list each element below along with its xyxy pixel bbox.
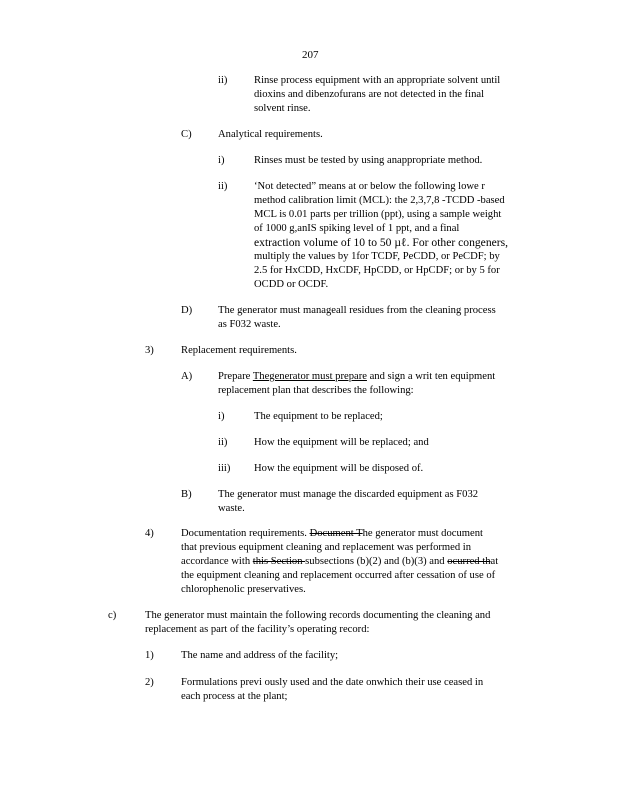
item-3A-ii-text: How the equipment will be replaced; and — [254, 437, 429, 448]
item-C-ii-line: multiply the values by 1for TCDF, PeCDD, or PeCDF; by — [254, 251, 500, 262]
item-4-l1-strike: Document T — [309, 528, 363, 539]
item-D-label: D) — [181, 305, 193, 316]
item-c-line: The generator must maintain the following records documenting the cleaning and — [145, 610, 491, 621]
item-3A-i-label: i) — [218, 411, 225, 422]
item-4-text — [181, 527, 537, 597]
item-4-l1a: Documentation requirements. — [181, 528, 310, 539]
item-C-i-text: Rinses must be tested by using anappropriate method. — [254, 155, 483, 166]
item-3-label: 3) — [145, 345, 154, 356]
item-3A-prefix: Prepare — [218, 371, 253, 382]
item-ii-label: ii) — [218, 75, 228, 86]
item-ii-line: Rinse process equipment with an appropriate solvent until — [254, 75, 501, 86]
item-3A-iii-text: How the equipment will be disposed of. — [254, 463, 424, 474]
item-3A-line2: replacement plan that describes the following: — [218, 385, 414, 396]
item-4-l3b: subsections (b)(2) and (b)(3) and — [305, 556, 448, 567]
item-C-ii-line: method calibration limit (MCL): the 2,3,7,8 -TCDD -based — [254, 195, 505, 206]
item-3B-line: waste. — [218, 503, 245, 514]
item-4-label: 4) — [145, 528, 154, 539]
item-C-ii-line: 2.5 for HxCDD, HxCDF, HpCDD, or HpCDF; or by 5 for — [254, 265, 500, 276]
item-3A-ii-label: ii) — [218, 437, 228, 448]
item-3A-underlined: Thegenerator must prepare — [252, 371, 367, 382]
item-ii-text — [254, 74, 530, 116]
page-number: 207 — [302, 49, 319, 61]
item-c2-line: Formulations previ ously used and the date onwhich their use ceased in — [181, 677, 484, 688]
item-C-ii-label: ii) — [218, 181, 228, 192]
item-3B-label: B) — [181, 489, 192, 500]
item-4-l3c: at — [490, 556, 499, 567]
item-C-ii-text — [254, 180, 534, 292]
item-3A-i-text: The equipment to be replaced; — [254, 411, 383, 422]
item-C-label: C) — [181, 129, 192, 140]
item-4-line5: chlorophenolic preservatives. — [181, 584, 306, 595]
item-4-line4: the equipment cleaning and replacement occurred after cessation of use of — [181, 570, 496, 581]
item-3-text: Replacement requirements. — [181, 345, 297, 356]
item-c-label: c) — [108, 610, 117, 621]
item-C-ii-line: OCDD or OCDF. — [254, 279, 329, 290]
item-3A-text — [218, 370, 528, 398]
item-4-line2: that previous equipment cleaning and replacement was performed in — [181, 542, 472, 553]
item-D-line: The generator must manageall residues from the cleaning process — [218, 305, 496, 316]
item-4-l3a: accordance with — [181, 556, 253, 567]
item-c2-label: 2) — [145, 677, 154, 688]
item-4-line3 — [181, 555, 537, 569]
item-c-line: replacement as part of the facility’s operating record: — [145, 624, 370, 635]
item-3A-rest: and sign a writ ten equipment — [366, 371, 496, 382]
item-D-text — [218, 304, 528, 332]
item-c1-text: The name and address of the facility; — [181, 650, 339, 661]
item-3B-line: The generator must manage the discarded equipment as F032 — [218, 489, 479, 500]
item-3B-text — [218, 488, 528, 516]
item-C-i-label: i) — [218, 155, 225, 166]
item-3A-iii-label: iii) — [218, 463, 231, 474]
item-c1-label: 1) — [145, 650, 154, 661]
item-3A-line1 — [218, 370, 528, 384]
item-4-l3-strike: this Section — [252, 556, 306, 567]
item-C-ii-line: ‘Not detected” means at or below the following lowe r — [254, 181, 485, 192]
item-3A-label: A) — [181, 371, 193, 382]
item-c2-line: each process at the plant; — [181, 691, 288, 702]
item-4-l3-strike2: ocurred th — [447, 556, 491, 567]
item-C-text: Analytical requirements. — [218, 129, 323, 140]
item-C-ii-line: of 1000 g,anIS spiking level of 1 ppt, and a final — [254, 223, 460, 234]
item-C-ii-line: extraction volume of 10 to 50 µℓ. For other congeners, — [254, 236, 509, 249]
item-4-line1 — [181, 527, 537, 541]
item-c-text — [145, 609, 537, 637]
item-4-l1b: he generator must document — [362, 528, 483, 539]
item-ii-line: dioxins and dibenzofurans are not detected in the final — [254, 89, 485, 100]
item-ii-line: solvent rinse. — [254, 103, 311, 114]
item-C-ii-line: MCL is 0.01 parts per trillion (ppt), using a sample weight — [254, 209, 502, 220]
item-D-line: as F032 waste. — [218, 319, 281, 330]
item-c2-text — [181, 676, 521, 704]
